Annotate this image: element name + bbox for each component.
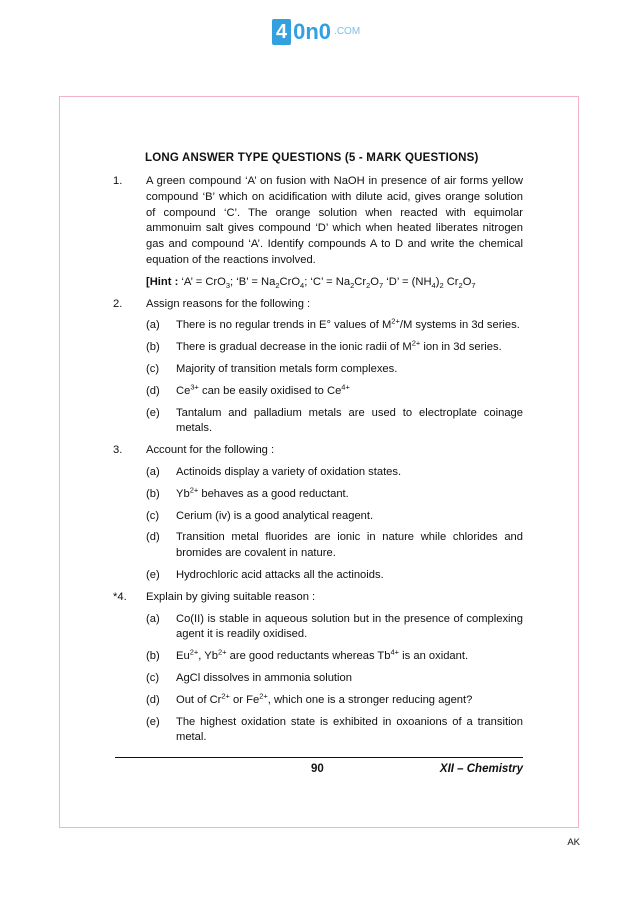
sub-question-label: (b) <box>146 487 160 500</box>
subscript: 2 <box>366 281 371 291</box>
sub-question-text: Hydrochloric acid attacks all the actinoids. <box>176 568 384 581</box>
question-body <box>146 174 523 291</box>
question-3 <box>113 443 523 584</box>
text-part: , Yb <box>198 650 218 663</box>
site-logo <box>272 18 360 46</box>
subscript: 7 <box>378 281 384 291</box>
text-part: Out of Cr <box>176 693 222 706</box>
superscript: 4+ <box>390 647 400 657</box>
text-part: is an oxidant. <box>399 650 469 663</box>
hint-part: O <box>462 275 472 288</box>
logo-mark: 4 <box>272 19 291 45</box>
hint-label: [Hint : <box>146 275 179 288</box>
superscript: 2+ <box>259 690 268 700</box>
sub-question-text <box>176 318 523 334</box>
subscript: 4 <box>300 281 305 291</box>
sub-question <box>146 690 523 709</box>
sub-question-text: Majority of transition metals form complexes. <box>176 362 398 375</box>
sub-question <box>146 406 523 438</box>
superscript: 2+ <box>189 647 199 657</box>
text-part: can be easily oxidised to Ce <box>198 384 342 397</box>
sub-question <box>146 465 523 481</box>
sub-question <box>146 340 523 356</box>
hint-text <box>146 275 523 291</box>
sub-question <box>146 612 523 644</box>
sub-question <box>146 487 523 503</box>
question-text: Assign reasons for the following : <box>146 297 311 310</box>
subscript: 2 <box>458 281 463 291</box>
sub-question <box>146 318 523 334</box>
hint-part: ; ‘B’ = Na <box>230 275 276 288</box>
subscript: 2 <box>350 281 355 291</box>
hint-part: ) <box>435 275 440 288</box>
text-part: There is no regular trends in E° values of M <box>176 319 392 332</box>
sub-question-text <box>176 487 523 503</box>
sub-question <box>146 384 523 400</box>
text-part: are good reductants whereas Tb <box>226 650 391 663</box>
hint-part: ‘D’ = (NH <box>383 275 432 288</box>
sub-question-text: Actinoids display a variety of oxidation states. <box>176 465 402 478</box>
sub-question-label: (c) <box>146 671 160 684</box>
footer-rule <box>115 757 523 758</box>
sub-question-label: (e) <box>146 406 160 419</box>
text-part: ion in 3d series. <box>420 341 502 354</box>
sub-question-text: The highest oxidation state is exhibited in oxoanions of a transition metal. <box>176 715 523 744</box>
hint-part: Cr <box>354 275 367 288</box>
sub-question-label: (a) <box>146 319 160 332</box>
question-body <box>146 297 523 438</box>
sub-question-label: (a) <box>146 612 160 625</box>
sub-question-label: (e) <box>146 715 160 728</box>
sub-question-label: (b) <box>146 650 160 663</box>
text-part: behaves as a good reductant. <box>198 487 349 500</box>
question-number: 2. <box>113 297 123 310</box>
question-number: 1. <box>113 175 123 187</box>
subscript: 4 <box>431 281 436 291</box>
superscript: 2+ <box>411 338 421 348</box>
sub-question <box>146 715 523 747</box>
sub-question <box>146 671 523 687</box>
superscript: 3+ <box>190 382 199 392</box>
sub-question-text: Co(II) is stable in aqueous solution but in the presence of complexing agent it is readily oxidised. <box>176 612 523 641</box>
text-part: Yb <box>176 487 190 500</box>
superscript: 2+ <box>391 316 400 326</box>
sub-question-text: Transition metal fluorides are ionic in nature while chlorides and bromides are covalent in nature. <box>176 531 523 560</box>
sub-question-label: (d) <box>146 693 160 706</box>
sub-question-text <box>176 340 523 356</box>
sub-question-label: (b) <box>146 341 160 354</box>
question-text: Account for the following : <box>146 444 275 457</box>
sub-question-text: AgCl dissolves in ammonia solution <box>176 671 352 684</box>
text-part: There is gradual decrease in the ionic radii of M <box>176 341 412 354</box>
text-part: Ce <box>176 384 191 397</box>
footer-subject: XII – Chemistry <box>439 763 523 775</box>
question-text: A green compound ‘A’ on fusion with NaOH in presence of air forms yellow compound ‘B’ which on acidification with dilute acid, gives orange solution of compound ‘C’. The orange solution when reacted with equimolar ammonuim salt gives compound ‘D’ which when heated liberates nitrogen gas and compound ‘A’. Identify compounds A to D and write the chemical equation of the reactions involved. <box>146 175 523 266</box>
hint-part: Cr <box>443 275 459 288</box>
sub-question <box>146 362 523 378</box>
sub-question-label: (c) <box>146 509 160 522</box>
question-number: 3. <box>113 444 123 457</box>
question-4 <box>113 590 523 746</box>
sub-question <box>146 568 523 584</box>
subscript: 2 <box>275 281 280 291</box>
question-body <box>146 443 523 584</box>
hint-part: CrO <box>279 275 301 288</box>
section-heading: LONG ANSWER TYPE QUESTIONS (5 - MARK QUESTIONS) <box>145 152 479 164</box>
subscript: 2 <box>439 281 444 291</box>
sub-question <box>146 530 523 562</box>
hint-part: O <box>370 275 379 288</box>
superscript: 4+ <box>341 382 350 392</box>
sub-question-text <box>176 384 523 400</box>
sub-question-label: (e) <box>146 568 160 581</box>
sub-question-label: (d) <box>146 384 160 397</box>
sub-question-text: Cerium (iv) is a good analytical reagent. <box>176 509 374 522</box>
question-number: *4. <box>113 590 127 603</box>
hint-part: ‘A’ = CrO <box>181 275 226 288</box>
text-part: /M systems in 3d series. <box>399 319 520 332</box>
superscript: 2+ <box>217 647 227 657</box>
question-2 <box>113 297 523 438</box>
sub-question-text <box>176 690 523 709</box>
hint-part: ; ‘C’ = Na <box>304 275 351 288</box>
question-1 <box>113 174 523 291</box>
question-text: Explain by giving suitable reason : <box>146 590 316 603</box>
superscript: 2+ <box>189 485 199 495</box>
subscript: 7 <box>471 281 476 291</box>
sub-question-label: (d) <box>146 531 160 544</box>
question-body <box>146 590 523 746</box>
sub-question-label: (c) <box>146 362 160 375</box>
logo-domain: .COM <box>334 26 361 37</box>
sub-question <box>146 649 523 665</box>
sub-question-label: (a) <box>146 465 160 478</box>
corner-mark: AK <box>567 837 580 848</box>
sub-question-text: Tantalum and palladium metals are used to electroplate coinage metals. <box>176 406 523 435</box>
questions-list <box>113 174 523 752</box>
page-number: 90 <box>311 763 324 775</box>
text-part: Eu <box>176 650 190 663</box>
text-part: , which one is a stronger reducing agent? <box>267 693 473 706</box>
sub-question-text <box>176 649 523 665</box>
superscript: 2+ <box>221 690 230 700</box>
sub-question <box>146 509 523 525</box>
text-part: or Fe <box>229 693 260 706</box>
logo-wordmark: 0n0 <box>293 19 332 44</box>
subscript: 3 <box>225 281 231 291</box>
